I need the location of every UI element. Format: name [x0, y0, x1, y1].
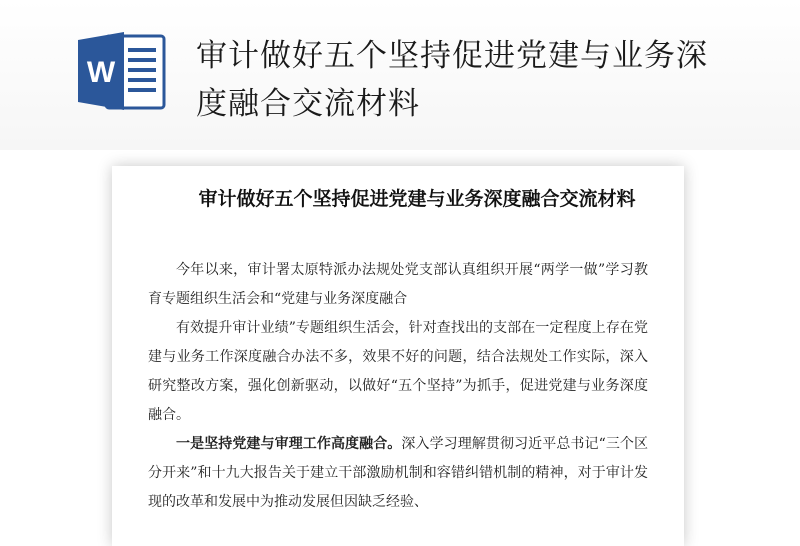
document-title: 审计做好五个坚持促进党建与业务深度融合交流材料: [198, 188, 636, 210]
paragraph-3-lead: 一是坚持党建与审理工作高度融合。: [176, 436, 402, 452]
paragraph-1: [148, 256, 648, 314]
word-icon-letter: W: [86, 56, 116, 89]
word-document-icon: [78, 30, 168, 112]
paragraph-1-text: 今年以来，审计署太原特派办法规处党支部认真组织开展“两学一做”学习教育专题组织生活会和“党建与业务深度融合: [148, 262, 648, 307]
header-title: 审计做好五个坚持促进党建与业务深度融合交流材料: [196, 38, 708, 122]
paragraph-2: [148, 314, 648, 430]
paragraph-3: [148, 430, 648, 517]
paragraph-3-text: 深入学习理解贯彻习近平总书记“三个区分开来”和十九大报告关于建立干部激励机制和容错纠错机制的精神，对于审计发现的改革和发展中为推动发展但因缺乏经验、: [148, 436, 649, 510]
document-page: [112, 166, 684, 546]
document-body: [148, 256, 648, 517]
header-banner: [0, 0, 800, 150]
paragraph-2-text: 有效提升审计业绩”专题组织生活会，针对查找出的支部在一定程度上存在党建与业务工作深度融合办法不多，效果不好的问题，结合法规处工作实际，深入研究整改方案，强化创新驱动，以做好“五个坚持”为抓手，促进党建与业务深度融合。: [148, 320, 648, 423]
